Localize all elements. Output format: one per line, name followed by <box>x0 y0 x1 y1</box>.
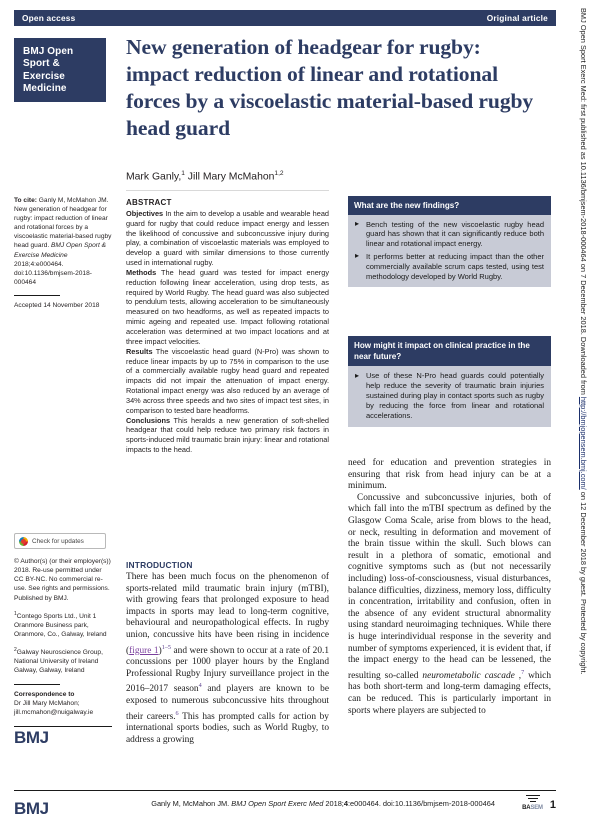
abstract-section <box>126 198 329 455</box>
journal-logo <box>14 38 106 102</box>
article-title: New generation of headgear for rugby: impact reduction of linear and rotational forces by a viscoelastic material-based rugby head guard <box>126 35 534 140</box>
key-points-box-new-findings <box>348 196 551 287</box>
right-column-body <box>348 458 551 717</box>
page-number: 1 <box>549 799 556 811</box>
to-cite-text: Ganly M, McMahon JM. New generation of headgear for rugby: impact reduction of linear and rotational forces by a viscoelastic material-based rugby head guard. <box>14 197 112 250</box>
metadata-before-link: BMJ Open Sport Exerc Med: first published as 10.1136/bmjsem-2018-000464 on 7 December 2018. Downloaded from <box>579 8 588 397</box>
citation-block <box>14 196 112 287</box>
open-access-banner <box>14 10 556 26</box>
key-point-item: ▸ Bench testing of the new viscoelastic rugby head guard has shown that it can significantly reduce both linear and rotational impact energy. <box>355 220 544 250</box>
para2-text-c: which has both short-term and long-term damaging effects, can be reduced. This is particularly important in sports where players are subjected to <box>348 670 552 716</box>
journal-logo-line3: Exercise <box>23 70 65 82</box>
bmj-wordmark: BMJ <box>14 727 49 747</box>
affiliation-2-marker: 2 <box>14 647 17 654</box>
author-1-name: Mark Ganly, <box>126 171 182 183</box>
footer-divider <box>14 790 556 791</box>
introduction-continuation: need for education and prevention strategies in ensuring that risk from head injury can be at a minimum. <box>348 458 551 492</box>
key-points-box-clinical-practice <box>348 336 551 427</box>
objectives-text: In the aim to develop a usable and wearable head guard for rugby that could reduce impact energy and lessen the likelihood of concussive and subconcussive injury during play, a combination of viscoelastic materials was employed to develop a guard with similar dimensions to those currently used in international rugby. <box>126 208 329 268</box>
affiliation-2 <box>14 646 112 675</box>
abstract-methods <box>126 268 329 347</box>
intro-text-d: and players are known to be exposed to numerous subconcussive hits throughout their careers. <box>126 684 329 722</box>
intro-text-a: There has been much focus on the phenomenon of sports-related mild traumatic brain injury (mTBI), with growing fears that prolonged exposure to head impacts in sports may lead to long-term cognitive, behavioural and neuropathological effects. In rugby union, concussive hits have been rising in incidence ( <box>126 572 329 656</box>
reference-marker[interactable]: 6 <box>175 709 179 717</box>
footer-citation-journal: BMJ Open Sport Exerc Med <box>231 798 324 808</box>
footer-right-group <box>522 795 556 811</box>
objectives-label: Objectives <box>126 208 164 218</box>
introduction-paragraph-1 <box>126 572 329 747</box>
copyright-notice: © Author(s) (or their employer(s)) 2018. Re-use permitted under CC BY-NC. No commercial re-use. See rights and permissions. Published by BMJ. <box>14 558 111 602</box>
publication-metadata-strip <box>579 8 600 788</box>
para2-text-b: , <box>514 670 522 681</box>
accepted-date: Accepted 14 November 2018 <box>14 301 100 309</box>
figure-1-link[interactable]: figure 1 <box>129 645 159 656</box>
open-access-label: Open access <box>22 13 76 23</box>
reference-marker[interactable]: 1–5 <box>161 643 172 651</box>
author-list <box>126 170 546 182</box>
introduction-body <box>126 572 329 747</box>
correspondence-block <box>14 690 112 717</box>
introduction-paragraph-2 <box>348 493 551 717</box>
crossmark-icon <box>19 537 28 546</box>
basem-label-2: SEM <box>530 805 543 811</box>
methods-text: The head guard was tested for impact energy reduction following linear acceleration, using drop tests, as required by World Rugby. The head guard was also subjected to pendulum tests, allowing acceleration to be simultaneously measured on two headforms, as well as repeated impacts to mimic ageing and repeated use. Impact following rotational acceleration was determined at two impact locations and at three impact velocities. <box>126 267 329 346</box>
correspondence-label: Correspondence to <box>14 690 75 698</box>
basem-bars-icon <box>524 795 541 804</box>
key-point-item: ▸ Use of these N-Pro head guards could potentially help reduce the severity of traumatic brain injuries sustained during play in contact sports such as rugby by reducing the force from linear and rotational accelerations. <box>355 371 544 421</box>
para2-text-a: Concussive and subconcussive injuries, both of which fall into the mTBI spectrum as defined by the Glasgow Coma Scale, arise from blows to the head, or neck, resulting in deformation and movement of the brain tissue within the skull. Such blows can result in a plethora of somatic, emotional and cognitive symptoms such as (but not necessarily including) loss-of-consciousness, visual disturbances, balance difficulties, dizziness, memory loss, difficulty in concentration, irritability and confusion, often in the absence of any evident structural abnormality using standard neuroimaging techniques. While there is huge interindividual response in the severity and number of symptoms experienced, it is evident that, if the impact energy to the head can be lessened, the resulting so-called <box>348 492 551 681</box>
footer-citation-authors: Ganly M, McMahon JM. <box>151 798 232 808</box>
journal-logo-line4: Medicine <box>23 83 67 95</box>
footer-citation-doi: :e000464. doi:10.1136/bmjsem-2018-000464 <box>348 798 495 808</box>
results-text: The viscoelastic head guard (N-Pro) was shown to reduce linear impacts by up to 75% in comparison to the use of a commercially available rugby head guard and repeated impacts did not impair the attenuation of impact energy. Rotational impact energy was also reduced by an average of 34% across three speeds and two sites of impact test sites, in comparison to tested bare headforms. <box>126 346 329 415</box>
title-divider <box>126 190 329 191</box>
intro-text-e: This has prompted calls for action by international sports bodies, such as World Rugby, to address a growing <box>126 711 329 746</box>
sidebar-divider-1 <box>14 295 60 296</box>
check-for-updates-label: Check for updates <box>32 537 84 545</box>
methods-label: Methods <box>126 267 157 277</box>
journal-url-link[interactable]: http://bmjopensem.bmj.com/ <box>579 396 588 490</box>
results-label: Results <box>126 346 153 356</box>
key-points-body <box>348 366 551 427</box>
key-points-list <box>355 220 544 282</box>
author-2-affiliation-marker: 1,2 <box>274 170 284 177</box>
to-cite-label: To cite: <box>14 197 37 204</box>
key-points-body <box>348 215 551 288</box>
sidebar-divider-2 <box>14 684 60 685</box>
author-2-name: Jill Mary McMahon <box>184 171 275 183</box>
key-points-list <box>355 371 544 421</box>
footer-bmj-logo: BMJ <box>14 799 49 818</box>
to-cite-doi: 2018;4:e000464. doi:10.1136/bmjsem-2018-000464 <box>14 260 92 286</box>
footer-citation-volume: 4 <box>343 798 348 808</box>
correspondence-text: Dr Jill Mary McMahon; jill.mcmahon@nuigalway.ie <box>14 699 94 716</box>
to-cite-journal: BMJ Open Sport & Exercise Medicine <box>14 242 107 259</box>
intro-text-b: ) <box>158 645 162 656</box>
metadata-after-link: on 12 December 2018 by guest. Protected by copyright. <box>579 489 588 675</box>
basem-label-1: BA <box>522 805 531 811</box>
article-type-label: Original article <box>486 13 548 23</box>
footer-citation-year: 2018; <box>323 798 344 808</box>
key-point-item: ▸ It performs better at reducing impact than the other commercially available scrum caps tested, using test methodology developed by World Rugby. <box>355 252 544 282</box>
basem-logo <box>522 795 543 811</box>
affiliation-1-text: Contego Sports Ltd., Unit 1 Oranmore Business park, Oranmore, Co., Galway, Ireland <box>14 612 107 638</box>
affiliation-2-text: Galway Neuroscience Group, National University of Ireland Galway, Galway, Ireland <box>14 649 103 675</box>
journal-logo-line2: Sport & <box>23 58 60 70</box>
publication-metadata-text <box>579 8 588 675</box>
abstract-conclusions <box>126 416 329 455</box>
author-1-affiliation-marker: 1 <box>181 170 185 177</box>
abstract-heading: ABSTRACT <box>126 198 172 207</box>
article-sidebar <box>14 196 112 747</box>
reference-marker[interactable]: 4 <box>198 682 202 690</box>
basem-logo-text <box>522 805 543 811</box>
conclusions-text: This heralds a new generation of soft-shelled headgear that could help reduce two primary risk factors in sports-induced mild traumatic brain injury: linear and rotational impacts to the head. <box>126 415 329 455</box>
sidebar-spacer <box>14 317 112 533</box>
page-footer <box>14 795 556 811</box>
intro-text-c: and were shown to occur at a rate of 20.1 concussions per 1000 player hours by the England Professional Rugby Injury surveillance project in the 2016–2017 season <box>126 645 329 695</box>
conclusions-label: Conclusions <box>126 415 171 425</box>
key-points-heading: How might it impact on clinical practice in the near future? <box>348 336 551 366</box>
sidebar-divider-3 <box>14 726 112 727</box>
check-for-updates-button[interactable] <box>14 533 106 549</box>
introduction-heading: INTRODUCTION <box>126 560 193 570</box>
neurometabolic-cascade-term: neurometabolic cascade <box>422 670 515 681</box>
key-points-heading: What are the new findings? <box>348 196 551 215</box>
abstract-objectives <box>126 209 329 268</box>
abstract-results <box>126 347 329 416</box>
affiliation-1-marker: 1 <box>14 610 17 617</box>
footer-citation <box>151 799 495 808</box>
affiliation-1 <box>14 610 112 639</box>
reference-marker[interactable]: 7 <box>521 668 525 676</box>
journal-logo-line1: BMJ Open <box>23 46 74 57</box>
